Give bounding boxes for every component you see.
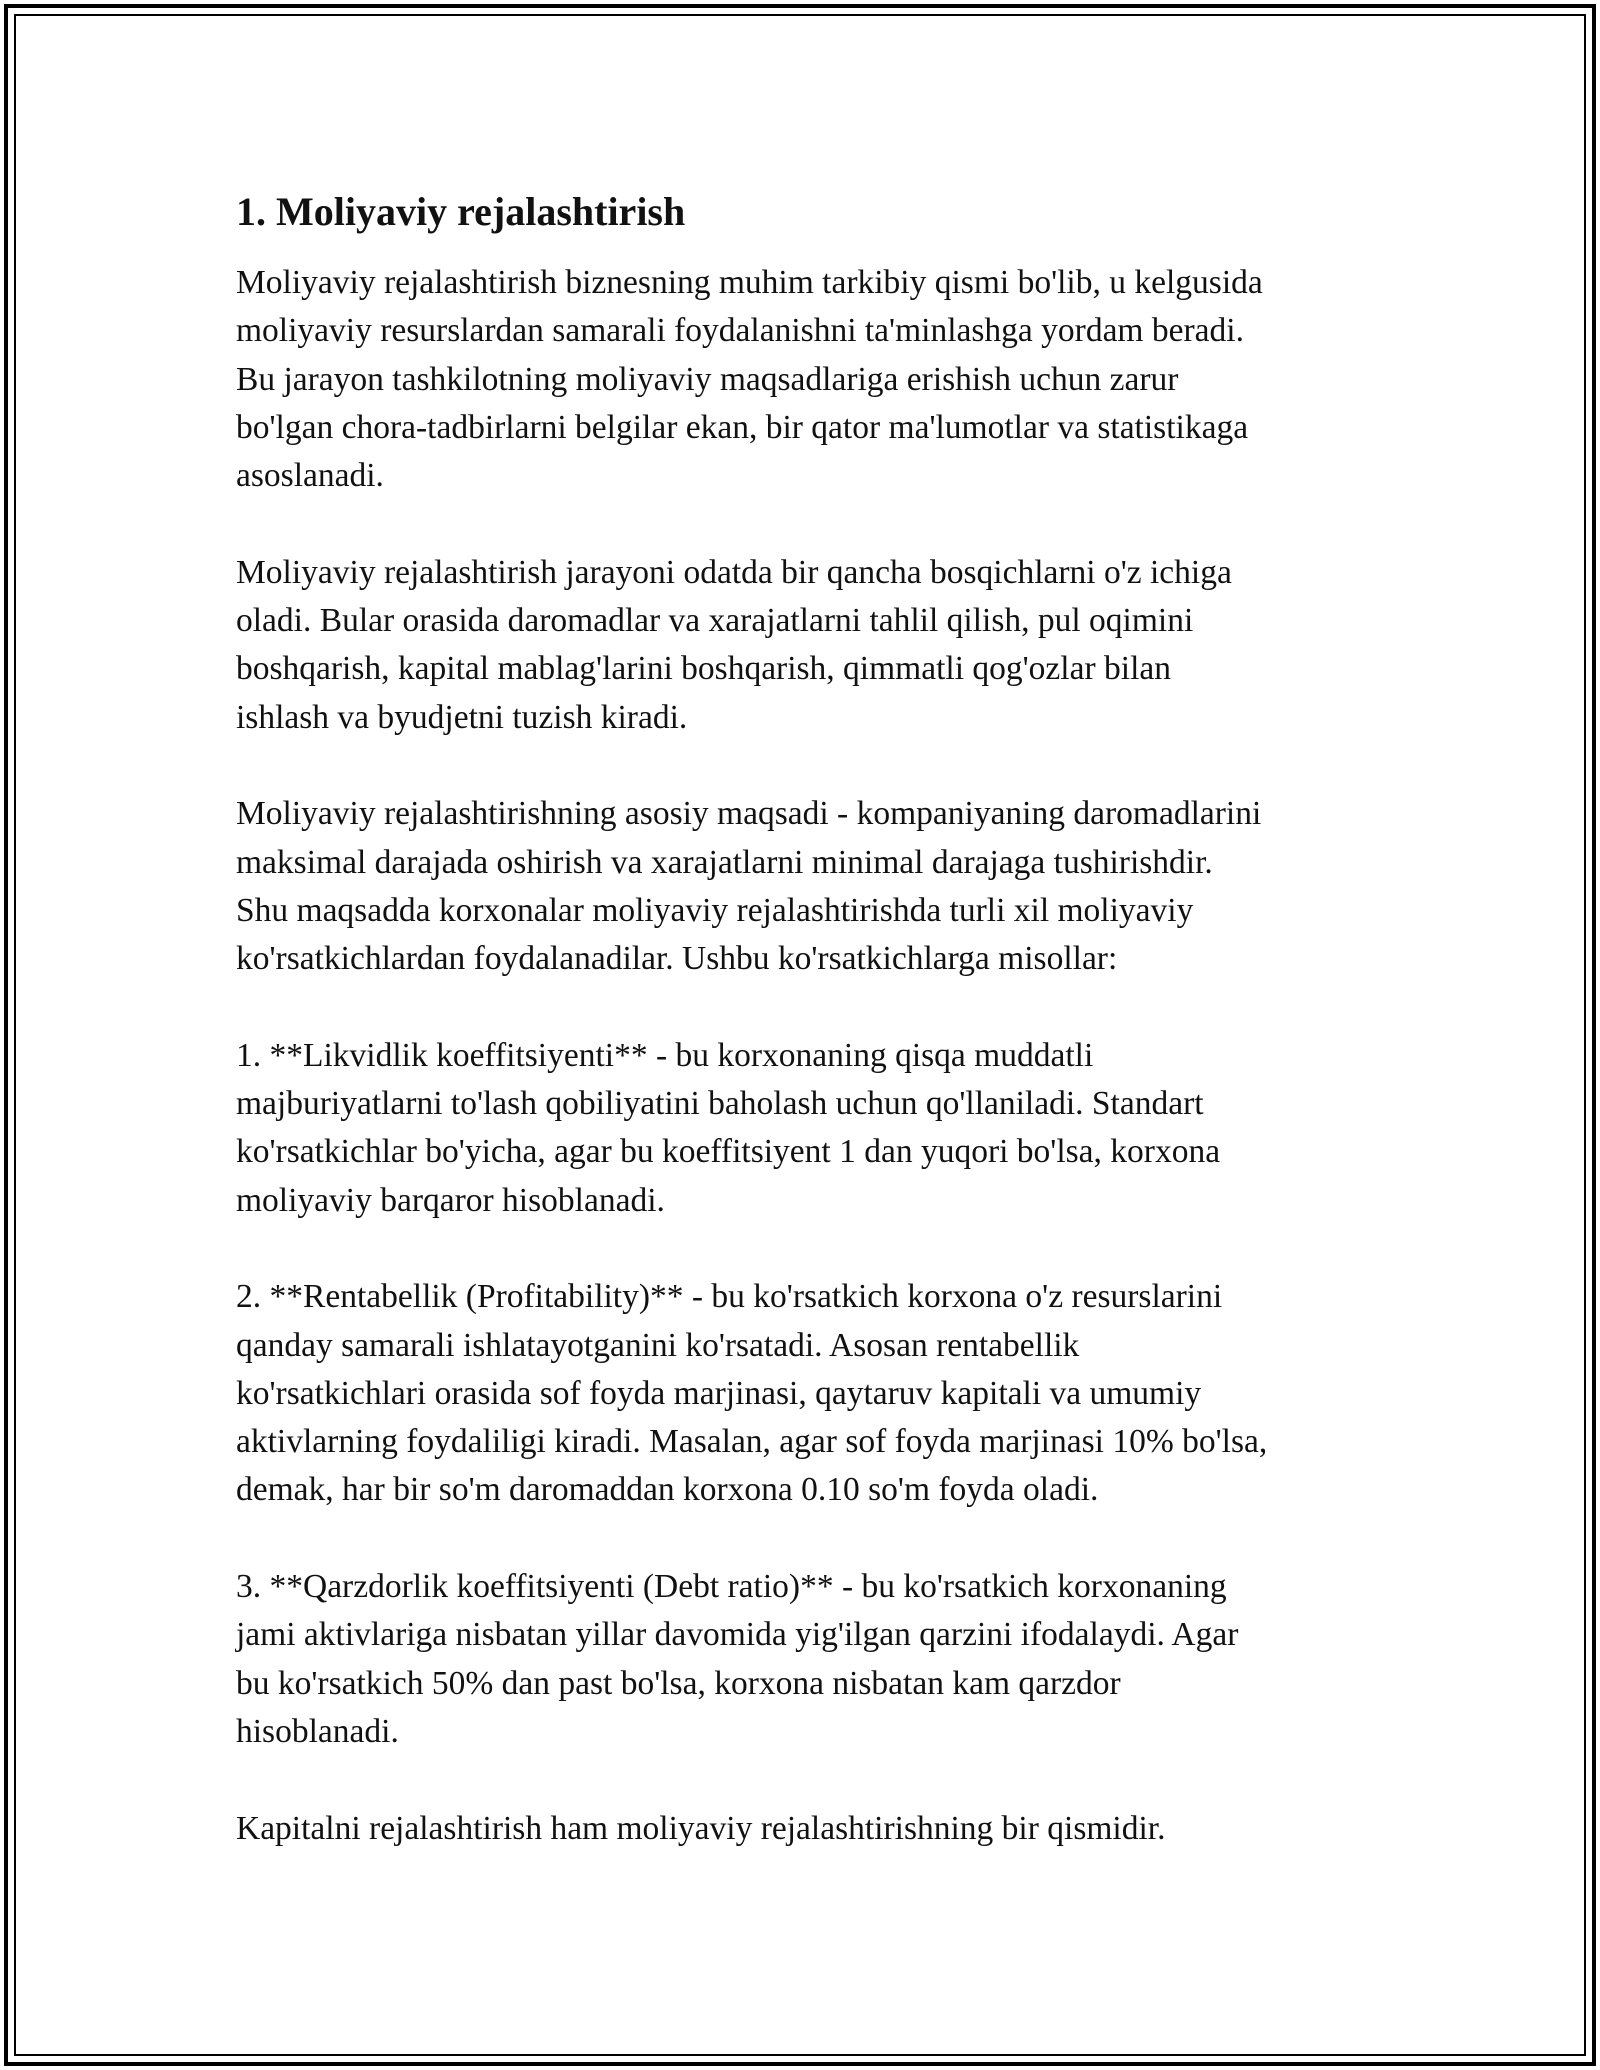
- text-line: jami aktivlariga nisbatan yillar davomida yig'ilgan qarzini ifodalaydi. Agar: [236, 1616, 1239, 1654]
- text-line: qanday samarali ishlatayotganini ko'rsatadi. Asosan rentabellik: [236, 1326, 1080, 1364]
- text-line: ko'rsatkichlardan foydalanadilar. Ushbu ko'rsatkichlarga misollar:: [236, 940, 1118, 978]
- text-line: oladi. Bular orasida daromadlar va xarajatlarni tahlil qilish, pul oqimini: [236, 602, 1194, 640]
- paragraph-capital: [236, 1805, 1376, 1853]
- list-item-debt-ratio: [236, 1563, 1376, 1756]
- text-line: hisoblanadi.: [236, 1712, 399, 1750]
- list-item-profitability: [236, 1273, 1376, 1514]
- list-item-liquidity: [236, 1032, 1376, 1225]
- paragraph-intro: [236, 259, 1376, 500]
- text-line: demak, har bir so'm daromaddan korxona 0.10 so'm foyda oladi.: [236, 1471, 1099, 1509]
- text-line: Bu jarayon tashkilotning moliyaviy maqsadlariga erishish uchun zarur: [236, 360, 1179, 398]
- text-line: 3. **Qarzdorlik koeffitsiyenti (Debt ratio)** - bu ko'rsatkich korxonaning: [236, 1568, 1227, 1606]
- text-line: Kapitalni rejalashtirish ham moliyaviy rejalashtirishning bir qismidir.: [236, 1809, 1166, 1847]
- text-line: ko'rsatkichlar bo'yicha, agar bu koeffitsiyent 1 dan yuqori bo'lsa, korxona: [236, 1133, 1221, 1171]
- text-line: moliyaviy barqaror hisoblanadi.: [236, 1181, 665, 1219]
- text-line: bo'lgan chora-tadbirlarni belgilar ekan, bir qator ma'lumotlar va statistikaga: [236, 408, 1249, 446]
- section-title: 1. Moliyaviy rejalashtirish: [236, 189, 686, 234]
- text-line: boshqarish, kapital mablag'larini boshqarish, qimmatli qog'ozlar bilan: [236, 650, 1171, 688]
- text-line: Moliyaviy rejalashtirishning asosiy maqsadi - kompaniyaning daromadlarini: [236, 795, 1262, 833]
- text-line: Shu maqsadda korxonalar moliyaviy rejalashtirishda turli xil moliyaviy: [236, 891, 1194, 929]
- text-line: 2. **Rentabellik (Profitability)** - bu ko'rsatkich korxona o'z resurslarini: [236, 1278, 1223, 1316]
- text-line: aktivlarning foydaliligi kiradi. Masalan, agar sof foyda marjinasi 10% bo'lsa,: [236, 1423, 1268, 1461]
- text-line: ishlash va byudjetni tuzish kiradi.: [236, 698, 688, 736]
- text-line: majburiyatlarni to'lash qobiliyatini baholash uchun qo'llaniladi. Standart: [236, 1085, 1204, 1123]
- document-body: [236, 186, 1376, 1853]
- text-line: maksimal darajada oshirish va xarajatlarni minimal darajaga tushirishdir.: [236, 843, 1213, 881]
- paragraph-goal: [236, 790, 1376, 983]
- text-line: Moliyaviy rejalashtirish biznesning muhim tarkibiy qismi bo'lib, u kelgusida: [236, 264, 1263, 301]
- text-line: asoslanadi.: [236, 457, 384, 495]
- paragraph-process: [236, 549, 1376, 742]
- text-line: Moliyaviy rejalashtirish jarayoni odatda bir qancha bosqichlarni o'z ichiga: [236, 553, 1232, 591]
- text-line: moliyaviy resurslardan samarali foydalanishni ta'minlashga yordam beradi.: [236, 312, 1244, 350]
- text-line: bu ko'rsatkich 50% dan past bo'lsa, korxona nisbatan kam qarzdor: [236, 1664, 1121, 1702]
- text-line: ko'rsatkichlari orasida sof foyda marjinasi, qaytaruv kapitali va umumiy: [236, 1374, 1202, 1412]
- text-line: 1. **Likvidlik koeffitsiyenti** - bu korxonaning qisqa muddatli: [236, 1036, 1094, 1074]
